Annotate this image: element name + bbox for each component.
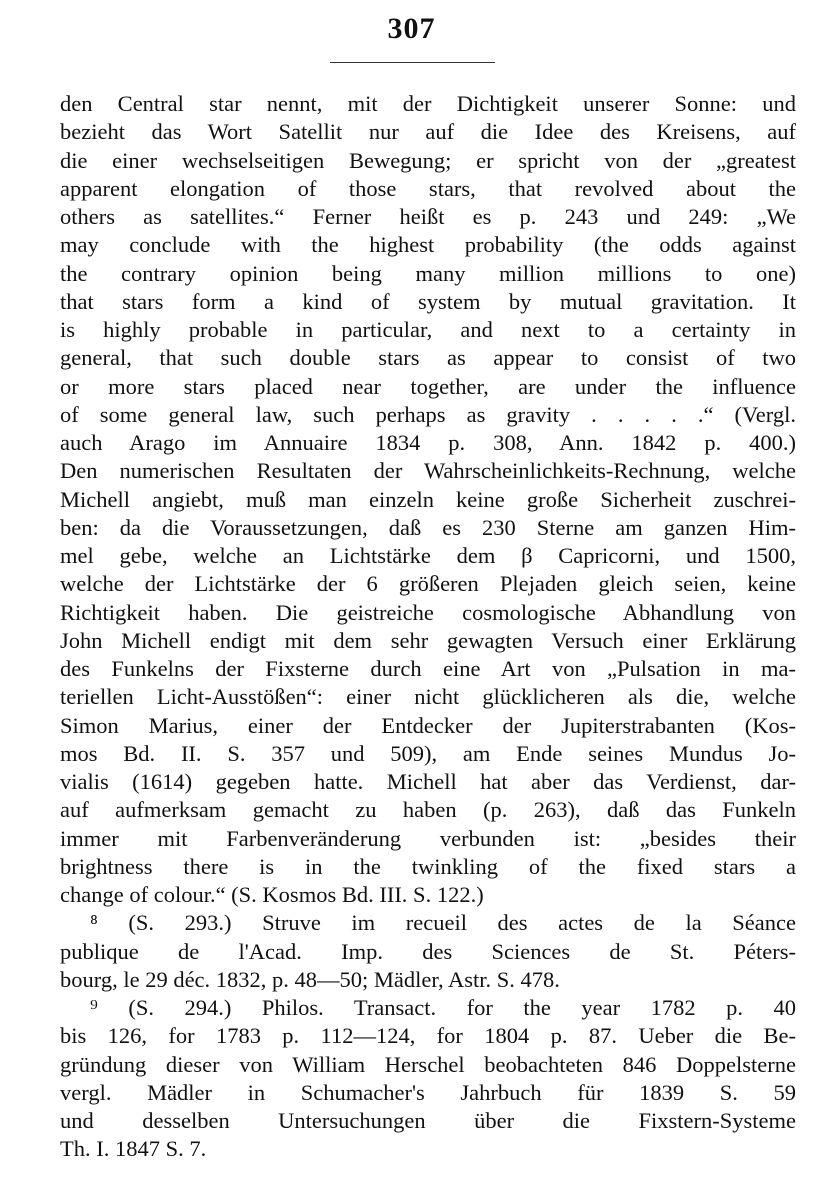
text-line: Richtigkeit haben. Die geistreiche cosmologische Abhandlung von <box>60 599 796 625</box>
text-line: apparent elongation of those stars, that revolved about the <box>60 175 796 201</box>
text-line: mos Bd. II. S. 357 und 509), am Ende seines Mundus Jo- <box>60 740 796 766</box>
text-line: vergl. Mädler in Schumacher's Jahrbuch für 1839 S. 59 <box>60 1079 796 1105</box>
text-line: bezieht das Wort Satellit nur auf die Idee des Kreisens, auf <box>60 119 796 145</box>
text-line: change of colour.“ (S. Kosmos Bd. III. S. 122.) <box>60 882 484 907</box>
text-line: des Funkelns der Fixsterne durch eine Art von „Pulsation in ma- <box>60 656 796 681</box>
text-line: den Central star nennt, mit der Dichtigkeit unserer Sonne: und <box>60 91 796 116</box>
page-number: 307 <box>387 12 436 45</box>
text-line: teriellen Licht-Ausstößen“: einer nicht glücklicheren als die, welche <box>60 684 796 710</box>
text-line: gründung dieser von William Herschel beobachteten 846 Doppelsterne <box>60 1051 796 1077</box>
text-line: of some general law, such perhaps as gravity . . . . .“ (Vergl. <box>60 401 796 427</box>
text-line: auf aufmerksam gemacht zu haben (p. 263), daß das Funkeln <box>60 797 796 823</box>
text-line: Den numerischen Resultaten der Wahrscheinlichkeits-Rechnung, welche <box>60 458 796 484</box>
body-text <box>60 90 796 1164</box>
footnote-line: ⁹ (S. 294.) Philos. Transact. for the year 1782 p. 40 <box>90 995 796 1020</box>
text-line: Simon Marius, einer der Entdecker der Jupiterstrabanten (Kos- <box>60 712 796 738</box>
text-line: die einer wechselseitigen Bewegung; er spricht von der „greatest <box>60 147 796 173</box>
text-line: auch Arago im Annuaire 1834 p. 308, Ann. 1842 p. 400.) <box>60 430 796 455</box>
text-line: und desselben Untersuchungen über die Fixstern-Systeme <box>60 1108 796 1133</box>
footnote-line: ⁸ (S. 293.) Struve im recueil des actes de la Séance <box>90 910 796 936</box>
text-line: publique de l'Acad. Imp. des Sciences de St. Péters- <box>60 938 796 964</box>
text-line: the contrary opinion being many million millions to one) <box>60 260 796 286</box>
text-line: general, that such double stars as appear to consist of two <box>60 345 796 371</box>
text-line: vialis (1614) gegeben hatte. Michell hat aber das Verdienst, dar- <box>60 769 796 794</box>
text-line: Michell angiebt, muß man einzeln keine große Sicherheit zuschrei- <box>60 486 796 512</box>
text-line: others as satellites.“ Ferner heißt es p. 243 und 249: „We <box>60 204 796 229</box>
text-line: brightness there is in the twinkling of the fixed stars a <box>60 853 796 879</box>
text-line: Th. I. 1847 S. 7. <box>60 1136 207 1162</box>
text-line: that stars form a kind of system by mutual gravitation. It <box>60 288 796 314</box>
text-line: ben: da die Voraussetzungen, daß es 230 Sterne am ganzen Him- <box>60 514 796 540</box>
text-line: bourg, le 29 déc. 1832, p. 48—50; Mädler, Astr. S. 478. <box>60 966 560 992</box>
text-line: or more stars placed near together, are under the influence <box>60 373 796 399</box>
text-line: mel gebe, welche an Lichtstärke dem β Capricorni, und 1500, <box>60 543 796 568</box>
text-line: bis 126, for 1783 p. 112—124, for 1804 p. 87. Ueber die Be- <box>60 1023 796 1049</box>
text-line: John Michell endigt mit dem sehr gewagten Versuch einer Erklärung <box>60 627 796 653</box>
text-line: immer mit Farbenveränderung verbunden ist: „besides their <box>60 825 796 851</box>
header-rule <box>330 62 495 63</box>
text-line: may conclude with the highest probability (the odds against <box>60 232 796 258</box>
text-line: is highly probable in particular, and next to a certainty in <box>60 317 796 342</box>
text-line: welche der Lichtstärke der 6 größeren Plejaden gleich seien, keine <box>60 571 796 597</box>
